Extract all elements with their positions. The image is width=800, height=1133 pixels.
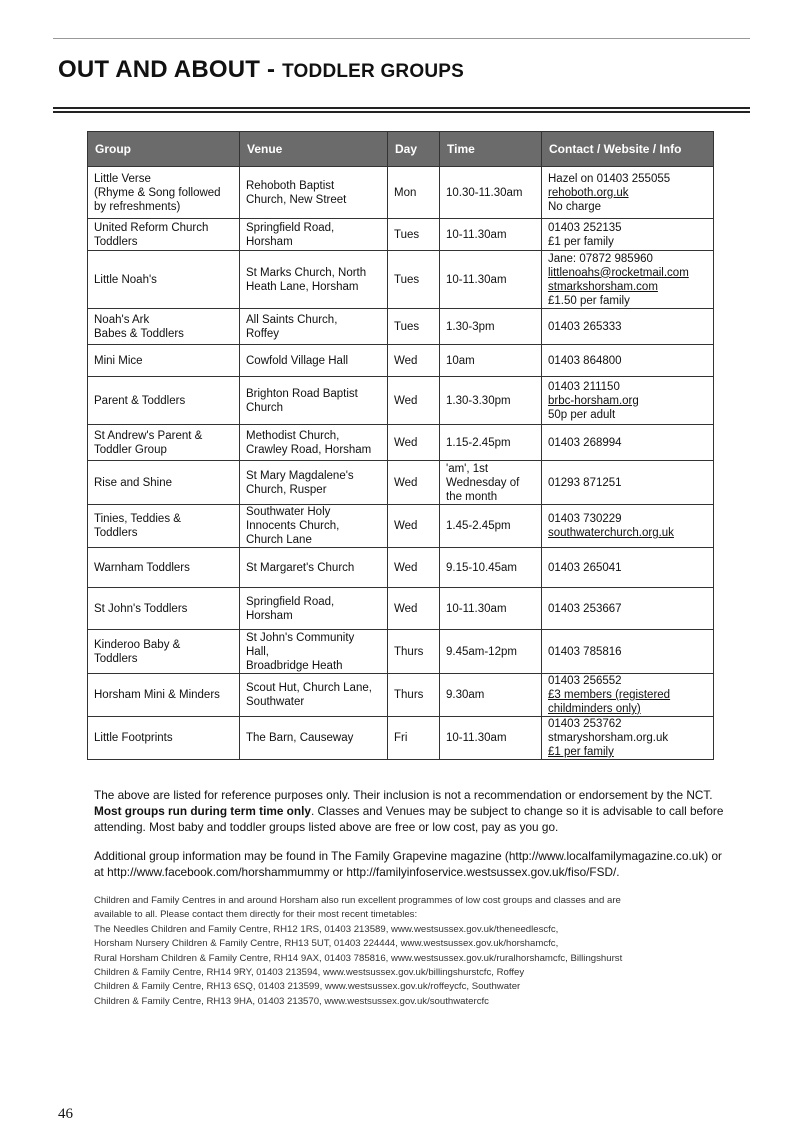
disclaimer-paragraph [94,787,734,835]
cell-group-line: Little Noah's [94,273,157,286]
cell-venue [240,251,388,309]
cell-contact-line: 01403 864800 [548,354,622,367]
cell-group [88,588,240,630]
table-row [88,461,714,505]
cell-day: Wed [388,425,440,461]
cell-group-line: Little Verse [94,172,151,185]
cell-contact [542,588,714,630]
family-centres-list [94,894,734,1009]
cell-contact-line: £1.50 per family [548,294,630,307]
cell-group [88,674,240,717]
table-row [88,505,714,548]
cell-time [440,219,542,251]
cell-venue [240,425,388,461]
title-double-rule-bottom [53,111,750,113]
cell-contact [542,548,714,588]
cell-venue [240,588,388,630]
cell-venue-line: Methodist Church, [246,429,340,442]
cell-contact [542,345,714,377]
cell-contact [542,461,714,505]
cell-contact-line[interactable]: £3 members (registered [548,689,671,701]
cell-group [88,345,240,377]
table-row [88,548,714,588]
cell-time-line: 9.45am-12pm [446,645,517,658]
cell-venue [240,548,388,588]
cell-venue [240,345,388,377]
cell-group [88,309,240,345]
cell-time-line: 1.30-3.30pm [446,394,511,407]
cell-venue-line: Horsham [246,609,293,622]
table-row [88,588,714,630]
cell-group-line: United Reform Church [94,221,209,234]
page-title [58,56,464,84]
cell-contact-line: 01403 268994 [548,436,622,449]
table-body [88,167,714,760]
table-row [88,425,714,461]
cell-group-line: Kinderoo Baby & [94,638,181,651]
column-header-group: Group [88,132,240,167]
cell-group-line: Toddlers [94,235,138,248]
cell-group [88,425,240,461]
table-row [88,674,714,717]
cell-group-line: Horsham Mini & Minders [94,689,220,701]
cell-venue-line: Church, Rusper [246,483,327,496]
cell-venue-line: Rehoboth Baptist [246,179,335,192]
table-row [88,630,714,674]
cell-day: Wed [388,377,440,425]
cell-venue-line: St Marks Church, North [246,266,367,279]
title-subtitle: TODDLER GROUPS [282,61,464,82]
cell-contact-line[interactable]: southwaterchurch.org.uk [548,527,674,539]
cell-contact [542,717,714,760]
title-main: OUT AND ABOUT [58,56,261,83]
family-centre-line: Children and Family Centres in and around Horsham also run excellent programmes of low cost groups and classes and are [94,895,621,906]
cell-group-line: St Andrew's Parent & [94,429,203,442]
cell-venue [240,167,388,219]
cell-venue-line: St Margaret's Church [246,561,355,574]
cell-day: Tues [388,251,440,309]
cell-venue-line: Southwater Holy [246,506,331,518]
cell-contact [542,505,714,548]
cell-time-line: 9.30am [446,689,485,701]
column-header-venue: Venue [240,132,388,167]
cell-group [88,717,240,760]
cell-venue [240,309,388,345]
cell-group-line: Toddlers [94,652,138,665]
cell-contact-line[interactable]: brbc-horsham.org [548,394,639,407]
cell-venue-line: Church, New Street [246,193,347,206]
table-row [88,219,714,251]
cell-venue-line: Roffey [246,327,280,340]
cell-venue-line: The Barn, Causeway [246,732,354,744]
cell-contact-line: 01403 265333 [548,320,622,333]
cell-contact [542,425,714,461]
cell-time-line: 1.30-3pm [446,320,495,333]
cell-group [88,219,240,251]
cell-group [88,548,240,588]
cell-contact-line: 50p per adult [548,408,616,421]
cell-group-line: Warnham Toddlers [94,561,190,574]
cell-contact-line: 01403 252135 [548,221,622,234]
cell-time [440,461,542,505]
family-centre-line: Children & Family Centre, RH13 9HA, 01403 213570, www.westsussex.gov.uk/southwatercfc [94,995,489,1007]
cell-time-line: 9.15-10.45am [446,561,517,574]
cell-venue-line: St Mary Magdalene's [246,469,354,482]
cell-venue [240,219,388,251]
column-header-contact: Contact / Website / Info [542,132,714,167]
cell-group [88,630,240,674]
cell-group [88,461,240,505]
column-header-time: Time [440,132,542,167]
cell-contact-line: No charge [548,200,602,213]
cell-time-line: 10.30-11.30am [446,186,523,199]
cell-time [440,630,542,674]
cell-group-line: Little Footprints [94,732,173,744]
cell-venue-line: Cowfold Village Hall [246,354,349,367]
cell-contact [542,630,714,674]
cell-day: Wed [388,345,440,377]
cell-venue-line: Heath Lane, Horsham [246,280,359,293]
disclaimer-text-b: . Classes and Venues may be subject to change so it is advisable to call before attending. Most baby and toddler groups listed above are free or low cost, pay as you go. [94,804,724,834]
cell-day: Fri [388,717,440,760]
title-double-rule-top [53,107,750,109]
cell-time-line: 10-11.30am [446,228,507,241]
cell-group-line: (Rhyme & Song followed [94,186,221,199]
cell-time [440,345,542,377]
cell-time [440,167,542,219]
cell-venue-line: Horsham [246,235,293,248]
cell-venue-line: Church Lane [246,534,312,546]
cell-contact-line: 01403 265041 [548,561,622,574]
cell-venue [240,377,388,425]
family-centre-line: available to all. Please contact them directly for their most recent timetables: [94,909,418,921]
cell-venue-line: Brighton Road Baptist [246,387,358,400]
cell-day: Tues [388,309,440,345]
family-centre-line: Rural Horsham Children & Family Centre, RH14 9AX, 01403 785816, www.westsussex.gov.uk/ruralhorshamcfc, Billingshurst [94,952,623,964]
cell-time-line: 10-11.30am [446,602,507,615]
cell-time [440,425,542,461]
cell-time [440,505,542,548]
cell-group-line: Tinies, Teddies & [94,513,181,525]
cell-contact-line: 01403 253762 [548,718,622,730]
cell-contact-line: 01403 256552 [548,675,622,687]
cell-contact-line: 01403 253667 [548,602,622,615]
top-rule [53,38,750,39]
cell-group-line: Toddler Group [94,443,167,456]
cell-contact-line: £1 per family [548,235,614,248]
cell-group-line: Mini Mice [94,354,143,367]
table-row [88,167,714,219]
cell-time [440,588,542,630]
cell-contact-line: 01403 730229 [548,513,622,525]
cell-venue-line: St John's Community [246,631,355,644]
cell-day: Thurs [388,630,440,674]
cell-group [88,377,240,425]
cell-contact [542,219,714,251]
cell-group-line: St John's Toddlers [94,602,188,615]
cell-contact [542,167,714,219]
cell-day: Wed [388,548,440,588]
cell-venue [240,461,388,505]
cell-time-line: 10am [446,354,475,367]
table-row [88,251,714,309]
cell-time-line: 1.45-2.45pm [446,520,511,532]
table-header-row [88,132,714,167]
cell-contact-line: 01403 785816 [548,645,622,658]
cell-time-line: 1.15-2.45pm [446,436,511,449]
cell-time-line: the month [446,490,498,503]
cell-venue-line: Church [246,401,284,414]
cell-venue-line: Southwater [246,696,305,708]
cell-contact-line: 01293 871251 [548,476,622,489]
cell-day: Wed [388,461,440,505]
cell-time-line: 10-11.30am [446,273,507,286]
cell-contact [542,674,714,717]
cell-time [440,674,542,717]
table-row [88,309,714,345]
cell-contact-line: stmaryshorsham.org.uk [548,732,669,744]
cell-venue-line: Crawley Road, Horsham [246,443,372,456]
cell-venue-line: All Saints Church, [246,313,338,326]
cell-contact-line[interactable]: stmarkshorsham.com [548,280,658,293]
cell-venue-line: Springfield Road, [246,221,335,234]
cell-group [88,251,240,309]
disclaimer-text-a: The above are listed for reference purposes only. Their inclusion is not a recommendation or endorsement by the NCT. [94,788,713,802]
cell-group-line: by refreshments) [94,200,181,213]
cell-group-line: Toddlers [94,527,138,539]
cell-venue-line: Hall, [246,645,270,658]
cell-day: Mon [388,167,440,219]
cell-group-line: Parent & Toddlers [94,394,186,407]
cell-contact-line[interactable]: childminders only) [548,703,641,715]
cell-venue-line: Scout Hut, Church Lane, [246,682,372,694]
additional-info-paragraph: Additional group information may be found in The Family Grapevine magazine (http://www.localfamilymagazine.co.uk) or at http://www.facebook.com/horshammummy or http://familyinfoservice.westsussex.gov.uk/fiso/FSD/. [94,849,722,879]
table-row [88,717,714,760]
cell-day: Wed [388,505,440,548]
cell-time-line: Wednesday of [446,476,520,489]
cell-venue [240,630,388,674]
cell-contact-line[interactable]: littlenoahs@rocketmail.com [548,266,689,279]
cell-contact-line: Hazel on 01403 255055 [548,172,671,185]
cell-venue-line: Innocents Church, [246,520,340,532]
cell-group [88,505,240,548]
cell-contact-line[interactable]: rehoboth.org.uk [548,186,629,199]
title-separator: - [260,56,283,83]
cell-contact-line: 01403 211150 [548,380,620,393]
family-centre-line: Horsham Nursery Children & Family Centre, RH13 5UT, 01403 224444, www.westsussex.gov.uk/horshamcfc, [94,938,559,950]
page-number: 46 [58,1106,73,1122]
cell-contact [542,251,714,309]
cell-time-line: 10-11.30am [446,732,507,744]
term-time-emphasis: Most groups run during term time only [94,804,311,818]
cell-time-line: 'am', 1st [446,462,489,475]
family-centre-line: The Needles Children and Family Centre, RH12 1RS, 01403 213589, www.westsussex.gov.uk/theneedlescfc, [94,923,559,935]
cell-contact-line: Jane: 07872 985960 [548,252,653,265]
cell-venue [240,674,388,717]
cell-time [440,251,542,309]
family-centre-line: Children & Family Centre, RH14 9RY, 01403 213594, www.westsussex.gov.uk/billingshurstcfc, Roffey [94,967,525,979]
cell-venue-line: Springfield Road, [246,595,335,608]
table-row [88,377,714,425]
cell-group-line: Noah's Ark [94,313,150,326]
cell-group [88,167,240,219]
cell-contact [542,309,714,345]
toddler-groups-table [87,131,714,760]
cell-venue [240,717,388,760]
cell-time [440,309,542,345]
cell-venue [240,505,388,548]
cell-contact-line[interactable]: £1 per family [548,746,614,758]
cell-day: Tues [388,219,440,251]
cell-day: Thurs [388,674,440,717]
cell-group-line: Babes & Toddlers [94,327,184,340]
table-row [88,345,714,377]
cell-time [440,548,542,588]
cell-time [440,377,542,425]
cell-contact [542,377,714,425]
cell-venue-line: Broadbridge Heath [246,659,343,672]
column-header-day: Day [388,132,440,167]
cell-time [440,717,542,760]
family-centre-line: Children & Family Centre, RH13 6SQ, 01403 213599, www.westsussex.gov.uk/roffeycfc, Southwater [94,981,521,993]
cell-day: Wed [388,588,440,630]
cell-group-line: Rise and Shine [94,476,172,489]
